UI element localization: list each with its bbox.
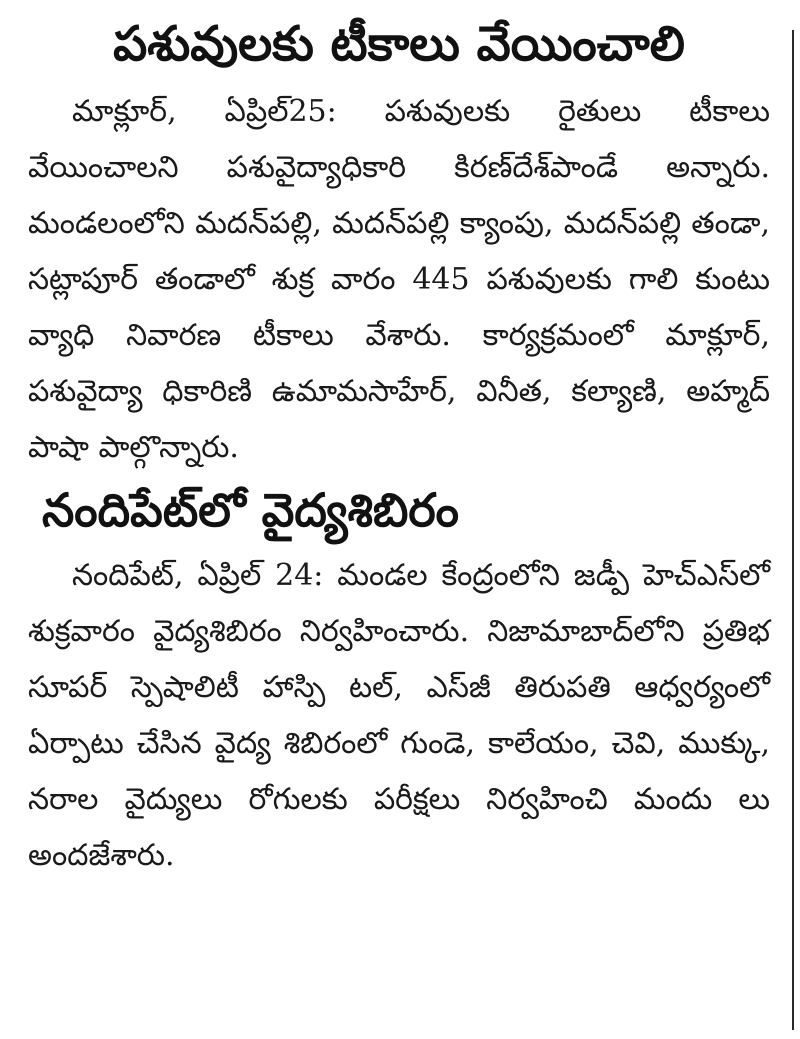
headline-vaccination: పశువులకు టీకాలు వేయించాలి [113,16,685,72]
column-rule [792,30,794,1030]
headline-medical-camp: నందిపేట్‌లో వైద్యశిబిరం [42,483,459,537]
article-vaccination [28,14,770,476]
article-body-vaccination: మాక్లూర్, ఏప్రిల్25: పశువులకు రైతులు టీకాలు వేయించాలని పశువైద్యాధికారి కిరణ్‌దేశ్‌పాండే అన్నారు. మండలంలోని మదన్‌పల్లి, మదన్‌పల్లి క్యాంపు, మదన్‌పల్లి తండా, సట్లాపూర్ తండాలో శుక్ర వారం 445 పశువులకు గాలి కుంటు వ్యాధి నివారణ టీకాలు వేశారు. కార్యక్రమంలో మాక్లూర్, పశువైద్యా ధికారిణి ఉమామసాహేర్, వినీత, కల్యాణి, అహ్మద్ పాషా పాల్గొన్నారు. [28,94,770,465]
article-body-medical-camp: నందిపేట్, ఏప్రిల్ 24: మండల కేంద్రంలోని జడ్పీ హెచ్ఎస్‌లో శుక్రవారం వైద్యశిబిరం నిర్వహించారు. నిజామాబాద్‌లోని ప్రతిభ సూపర్ స్పెషాలిటీ హాస్పి టల్, ఎస్‌జీ తిరుపతి ఆధ్వర్యంలో ఏర్పాటు చేసిన వైద్య శిబిరంలో గుండె, కాలేయం, చెవి, ముక్కు, నరాల వైద్యులు రోగులకు పరీక్షలు నిర్వహించి మందు లు అందజేశారు. [28,557,770,873]
article-medical-camp [28,482,770,884]
